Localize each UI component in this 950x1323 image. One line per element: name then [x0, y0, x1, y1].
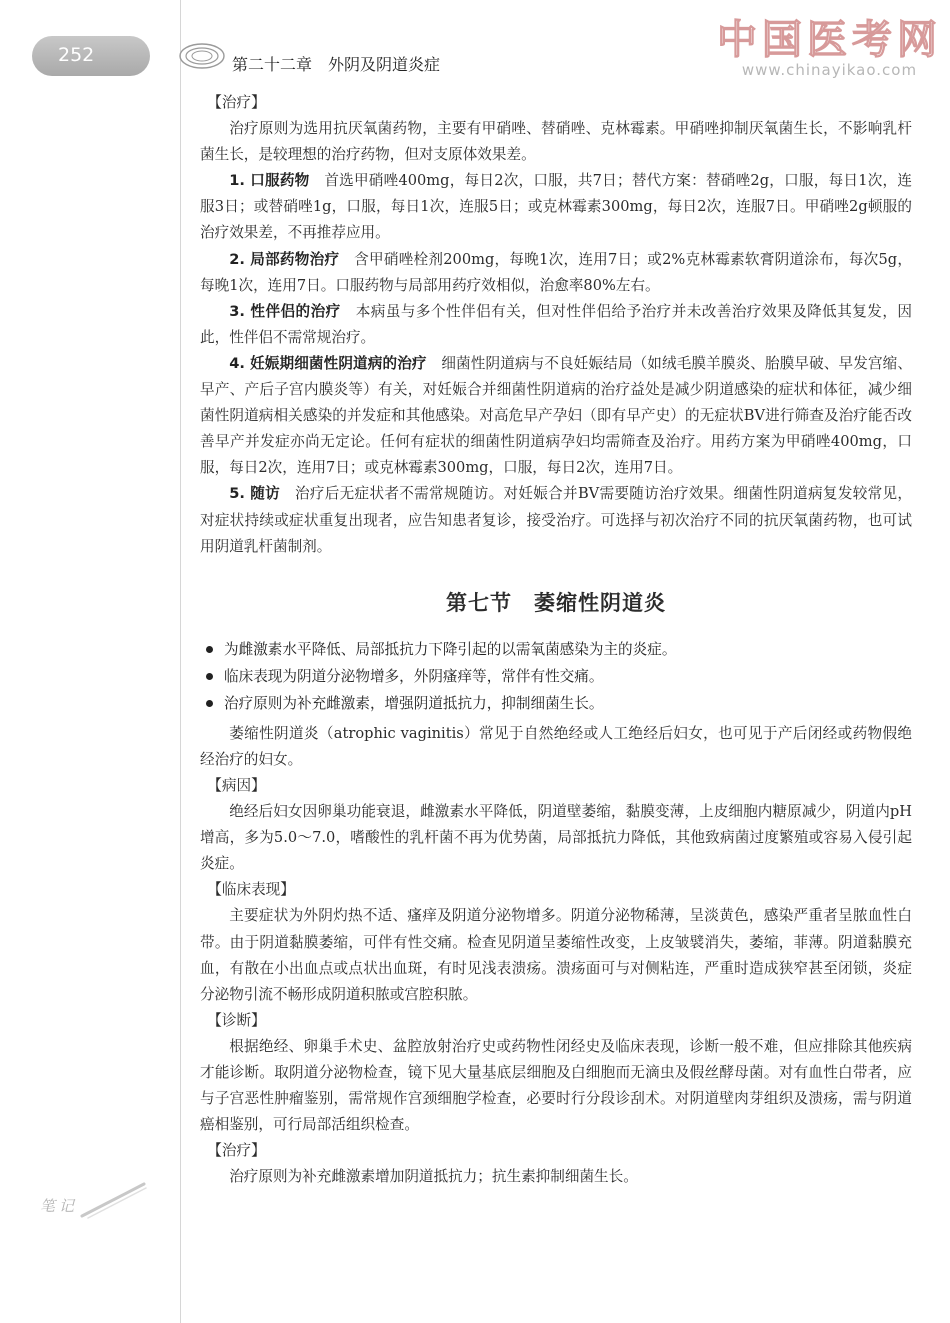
- treatment-item-label: 2. 局部药物治疗: [229, 250, 340, 268]
- page-body: [200, 90, 912, 1190]
- paragraph-section-intro: 萎缩性阴道炎（atrophic vaginitis）常见于自然绝经或人工绝经后妇女，也可见于产后闭经或药物假绝经治疗的妇女。: [200, 724, 912, 768]
- treatment-item-label: 4. 妊娠期细菌性阴道病的治疗: [229, 354, 427, 372]
- treatment-item: [200, 168, 912, 246]
- chapter-title: 第二十二章 外阴及阴道炎症: [232, 55, 441, 74]
- subsection-text: 根据绝经、卵巢手术史、盆腔放射治疗史或药物性闭经史及临床表现，诊断一般不难，但应排除其他疾病才能诊断。取阴道分泌物检查，镜下见大量基底层细胞及白细胞而无滴虫及假丝酵母菌。对有血性白带者，应与子宫恶性肿瘤鉴别，需常规作宫颈细胞学检查，必要时行分段诊刮术。对阴道壁肉芽组织及溃疡，需与阴道癌相鉴别，可行局部活组织检查。: [200, 1037, 912, 1134]
- watermark: [717, 8, 942, 79]
- treatment-item: [200, 351, 912, 481]
- section-name: 萎缩性阴道炎: [534, 590, 666, 615]
- section-title: [200, 590, 912, 616]
- treatment-item-text: 细菌性阴道病与不良妊娠结局（如绒毛膜羊膜炎、胎膜早破、早发宫缩、早产、产后子宫内膜炎等）有关，对妊娠合并细菌性阴道病的治疗益处是减少阴道感染的症状和体征，减少细菌性阴道病相关感染的并发症和其他感染。对高危早产孕妇（即有早产史）的无症状BV进行筛查及治疗能否改善早产并发症亦尚无定论。任何有症状的细菌性阴道病孕妇均需筛查及治疗。用药方案为甲硝唑400mg，口服，每日2次，连用7日；或克林霉素300mg，口服，每日2次，连用7日。: [200, 354, 912, 477]
- treatment-item: [200, 247, 912, 299]
- margin-rule: [180, 0, 181, 1323]
- notes-label: 笔记: [40, 1197, 79, 1215]
- paragraph-treatment-intro: 治疗原则为选用抗厌氧菌药物，主要有甲硝唑、替硝唑、克林霉素。甲硝唑抑制厌氧菌生长，不影响乳杆菌生长，是较理想的治疗药物，但对支原体效果差。: [200, 120, 912, 164]
- subsection-heading: 【病因】: [207, 776, 266, 794]
- swirl-logo-icon: [176, 36, 228, 76]
- section-number: 第七节: [446, 590, 512, 615]
- page-number: 252: [58, 44, 95, 66]
- subsection-heading: 【临床表现】: [207, 881, 295, 899]
- key-points-list: [200, 636, 912, 717]
- subsection-heading: 【诊断】: [207, 1011, 266, 1029]
- treatment-item-label: 5. 随访: [229, 485, 281, 503]
- key-point: 临床表现为阴道分泌物增多，外阴瘙痒等，常伴有性交痛。: [200, 663, 912, 690]
- treatment-item-text: 本病虽与多个性伴侣有关，但对性伴侣给予治疗并未改善治疗效果及降低其复发，因此，性伴侣不需常规治疗。: [200, 302, 912, 346]
- section-heading-treatment: 【治疗】: [207, 94, 266, 111]
- subsection-heading: 【治疗】: [207, 1142, 266, 1160]
- subsection-text: 主要症状为外阴灼热不适、瘙痒及阴道分泌物增多。阴道分泌物稀薄，呈淡黄色，感染严重者呈脓血性白带。由于阴道黏膜萎缩，可伴有性交痛。检查见阴道呈萎缩性改变，上皮皱襞消失，萎缩，菲薄。阴道黏膜充血，有散在小出血点或点状出血斑，有时见浅表溃疡。溃疡面可与对侧粘连，严重时造成狭窄甚至闭锁，炎症分泌物引流不畅形成阴道积脓或宫腔积脓。: [200, 907, 912, 1003]
- key-point: 治疗原则为补充雌激素，增强阴道抵抗力，抑制细菌生长。: [200, 690, 912, 717]
- treatment-item-label: 3. 性伴侣的治疗: [229, 302, 341, 320]
- key-point: 为雌激素水平降低、局部抵抗力下降引起的以需氧菌感染为主的炎症。: [200, 636, 912, 663]
- treatment-item: [200, 299, 912, 351]
- watermark-url: www.chinayikao.com: [741, 61, 918, 79]
- treatment-item: [200, 481, 912, 559]
- treatment-item-text: 治疗后无症状者不需常规随访。对妊娠合并BV需要随访治疗效果。细菌性阴道病复发较常见，对症状持续或症状重复出现者，应告知患者复诊，接受治疗。可选择与初次治疗不同的抗厌氧菌药物，也可试用阴道乳杆菌制剂。: [200, 485, 912, 555]
- subsection-text: 治疗原则为补充雌激素增加阴道抵抗力；抗生素抑制细菌生长。: [229, 1168, 638, 1186]
- treatment-item-text: 首选甲硝唑400mg，每日2次，口服，共7日；替代方案：替硝唑2g，口服，每日1次，连服3日；或替硝唑1g，口服，每日1次，连服5日；或克林霉素300mg，每日2次，连服7日。甲硝唑2g顿服的治疗效果差，不再推荐应用。: [200, 172, 912, 242]
- treatment-item-label: 1. 口服药物: [229, 172, 310, 190]
- pencil-icon: [78, 1180, 148, 1220]
- treatment-item-text: 含甲硝唑栓剂200mg，每晚1次，连用7日；或2%克林霉素软膏阴道涂布，每次5g，每晚1次，连用7日。口服药物与局部用药疗效相似，治愈率80%左右。: [200, 250, 912, 294]
- watermark-name: 中国医考网: [717, 17, 942, 63]
- subsection-text: 绝经后妇女因卵巢功能衰退，雌激素水平降低，阴道壁萎缩，黏膜变薄，上皮细胞内糖原减少，阴道内pH增高，多为5.0～7.0，嗜酸性的乳杆菌不再为优势菌，局部抵抗力降低，其他致病菌过度繁殖或容易入侵引起炎症。: [200, 803, 913, 873]
